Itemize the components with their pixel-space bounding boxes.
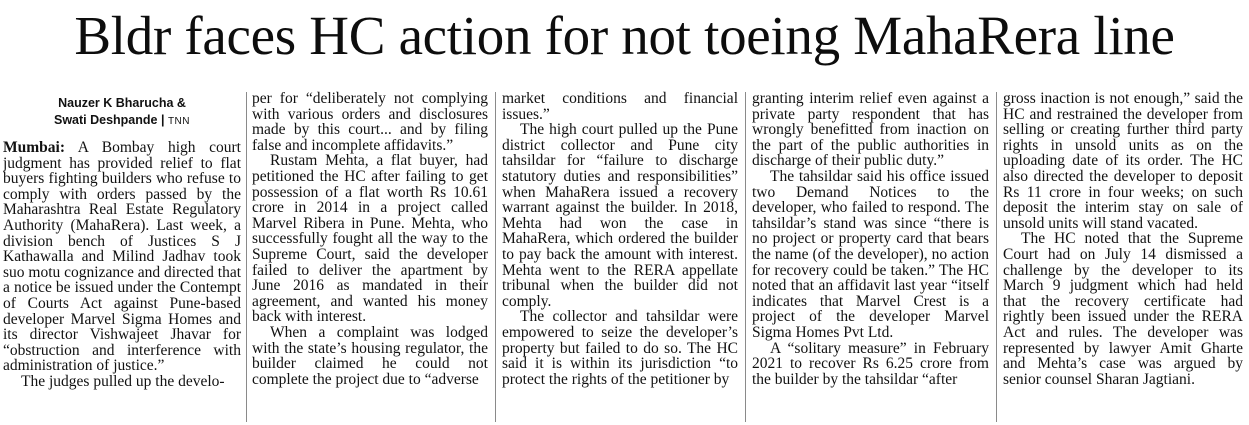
article-paragraph: The tahsildar said his office issued two Demand Notices to the developer, who failed to respond. The tahsildar’s stand was since “there is no project or property card that bears the name (of the developer), no action for recovery could be taken.” The HC noted that an affidavit last year “itself indicates that Marvel Crest is a project of the developer Marvel Sigma Homes Pvt Ltd. bbox=[752, 167, 989, 341]
byline-line-2 bbox=[3, 112, 241, 130]
article-paragraph: The high court pulled up the Pune district collector and Pune city tahsildar for “failure to discharge statutory duties and responsibilities” when MahaRera issued a recovery warrant against the builder. In 2018, Mehta had won the case in MahaRera, which ordered the builder to pay back the amount with interest. Mehta went to the RERA appellate tribunal when the builder did not comply. bbox=[502, 121, 738, 310]
article-paragraph: market conditions and financial issues.” bbox=[502, 91, 738, 123]
article-paragraph: The collector and tahsildar were empowered to seize the developer’s property but failed to do so. The HC said it is within its jurisdiction “to protect the rights of the petitioner by bbox=[502, 308, 738, 388]
byline-author-2: Swati Deshpande bbox=[53, 113, 158, 127]
article-column-4 bbox=[752, 91, 989, 421]
article-paragraph: Rustam Mehta, a flat buyer, had petitioned the HC after failing to get possession of a flat worth Rs 10.61 crore in 2014 in a project called Marvel Ribera in Pune. Mehta, who successfully fought all the way to the Supreme Court, said the developer failed to deliver the apartment by June 2016 as mandated in their agreement, and wanted his money back with interest. bbox=[252, 152, 488, 326]
article-paragraph: A “solitary measure” in February 2021 to recover Rs 6.25 crore from the builder by the tahsildar “after bbox=[752, 339, 989, 388]
article-paragraph: gross inaction is not enough,” said the HC and restrained the developer from selling or creating further third party rights in unsold units as on the uploading date of its order. The HC also directed the developer to deposit Rs 11 crore in four weeks; on such deposit the interim stay on sale of unsold units will stand vacated. bbox=[1003, 91, 1243, 232]
article-column-3 bbox=[502, 91, 738, 421]
article-column-2 bbox=[252, 91, 488, 421]
article-paragraph: When a complaint was lodged with the state’s housing regulator, the builder claimed he could not complete the project due to “adverse bbox=[252, 323, 488, 388]
article-paragraph: The HC noted that the Supreme Court had on July 14 dismissed a challenge by the developer to its March 9 judgment which had held that the recovery certificate had rightly been issued under the RERA Act and rules. The developer was represented by lawyer Amit Gharte and Mehta’s case was argued by senior counsel Sharan Jagtiani. bbox=[1003, 230, 1243, 388]
column-divider bbox=[495, 92, 496, 422]
column-divider bbox=[996, 92, 997, 422]
byline-agency: TNN bbox=[167, 116, 191, 127]
column-divider bbox=[745, 92, 746, 422]
byline-separator: | bbox=[160, 113, 165, 127]
article-paragraph bbox=[3, 140, 241, 374]
column-divider bbox=[246, 92, 247, 422]
dateline: Mumbai: bbox=[3, 139, 65, 156]
paragraph-text: A Bombay high court judgment has provided relief to flat buyers fighting builders who refuse to comply with orders passed by the Maharashtra Real Estate Regulatory Authority (MahaRera). Last week, a division bench of Justices S J Kathawalla and Milind Jadhav took suo motu cognizance and directed that a notice be issued under the Contempt of Courts Act against Pune-based developer Marvel Sigma Homes and its director Vishwajeet Jhavar for “obstruction and interference with administration of justice.” bbox=[3, 139, 241, 375]
byline-author-1: Nauzer K Bharucha & bbox=[58, 96, 186, 110]
article-paragraph: per for “deliberately not complying with various orders and disclosures made by this court... and by filing false and incomplete affidavits.” bbox=[252, 91, 488, 154]
article-column-5 bbox=[1003, 91, 1243, 421]
article-column-1 bbox=[3, 91, 241, 421]
article-paragraph: granting interim relief even against a private party respondent that has wrongly benefitted from inaction on the part of the public authorities in discharge of their public duty.” bbox=[752, 91, 989, 170]
byline bbox=[3, 95, 241, 130]
headline: Bldr faces HC action for not toeing MahaRera line bbox=[74, 5, 1175, 66]
article-paragraph: The judges pulled up the develo- bbox=[21, 372, 225, 390]
